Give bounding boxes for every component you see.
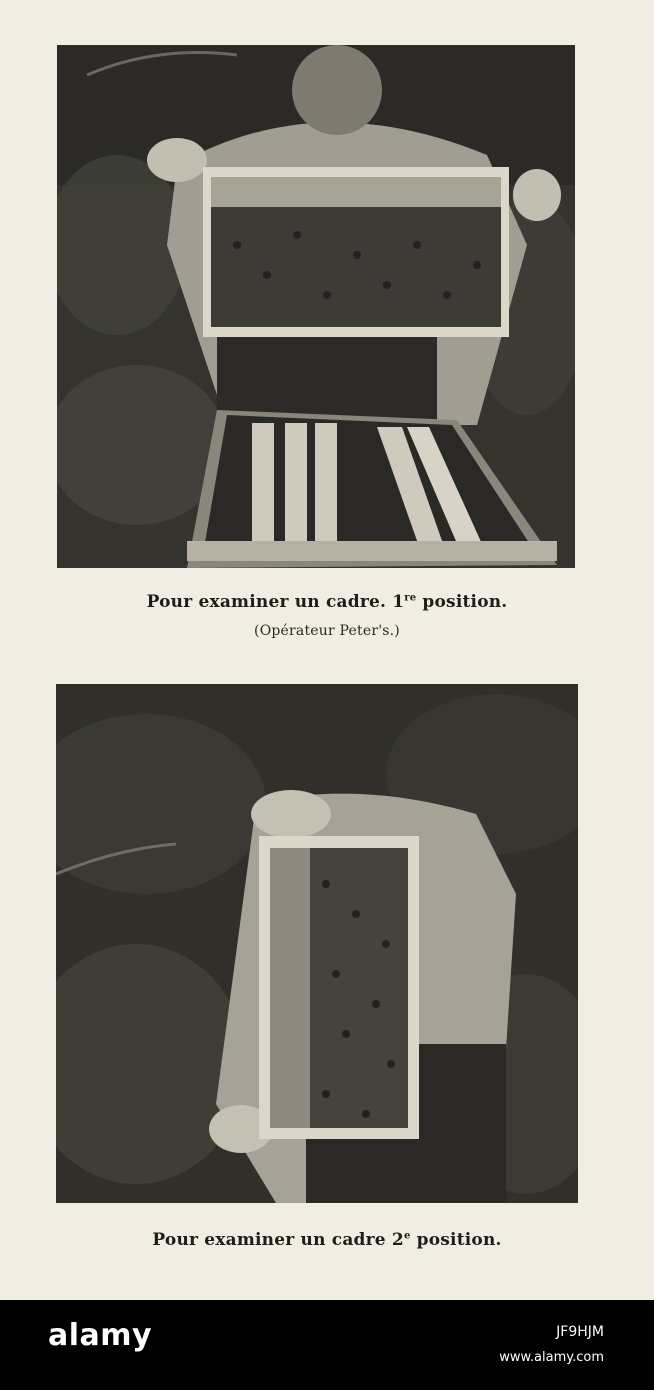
photo-1-drawing <box>57 45 575 568</box>
stock-footer-bar <box>0 1300 654 1390</box>
figure-1-caption-superscript: re <box>404 592 417 604</box>
figure-1-caption-tail: position. <box>416 592 508 612</box>
figure-2-caption <box>0 1230 654 1250</box>
photo-2-drawing <box>56 684 578 1203</box>
figure-1-operator-credit: (Opérateur Peter's.) <box>254 623 400 639</box>
site-url: www.alamy.com <box>499 1350 604 1365</box>
photo-beekeeper-first-position <box>57 45 575 568</box>
figure-2-caption-text: Pour examiner un cadre 2 <box>152 1230 404 1250</box>
alamy-logo: alamy <box>48 1318 153 1353</box>
figure-1-caption-text: Pour examiner un cadre. 1 <box>146 592 405 612</box>
figure-1-caption <box>0 592 654 612</box>
figure-2-caption-tail: position. <box>410 1230 502 1250</box>
image-id: JF9HJM <box>556 1324 604 1340</box>
figure-2-caption-superscript: e <box>403 1230 411 1242</box>
photo-beekeeper-second-position <box>56 684 578 1203</box>
